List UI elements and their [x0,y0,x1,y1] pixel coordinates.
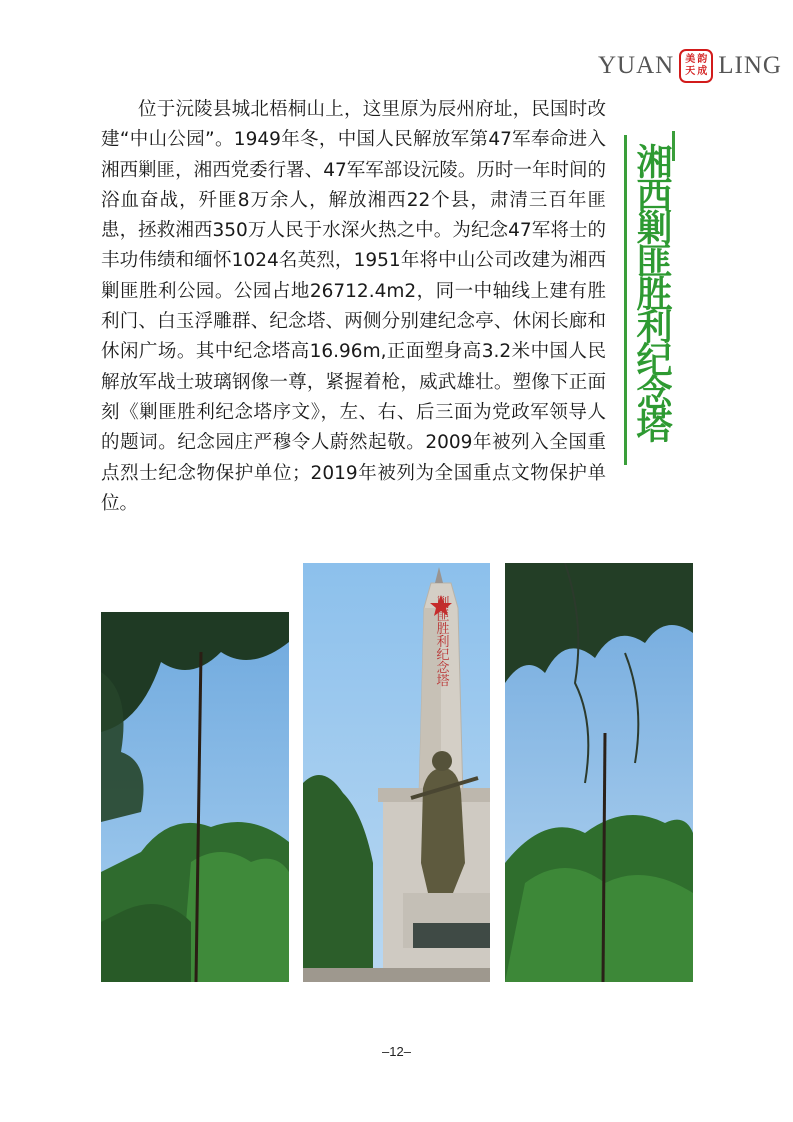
photo-trees-right [505,563,693,982]
seal-char: 天 [685,66,696,77]
seal-char: 韵 [697,54,708,65]
monument-inscription: 剿匪胜利纪念塔 [433,595,449,687]
photo-trees-left [101,612,289,982]
page-title: 湘西剿匪胜利纪念塔 [631,143,673,440]
brand-word-left: YUAN [598,52,675,79]
page-number: –12– [382,1044,411,1059]
article-body: 位于沅陵县城北梧桐山上，这里原为辰州府址，民国时改建“中山公园”。1949年冬，中国人民解放军第47军奉命进入湘西剿匪，湘西党委行署、47军军部设沅陵。历时一年时间的浴血奋战，歼匪8万余人，解放湘西22个县，肃清三百年匪患，拯救湘西350万人民于水深火热之中。为纪念47军将士的丰功伟绩和缅怀1024名英烈，1951年将中山公司改建为湘西剿匪胜利公园。公园占地26712.4m2，同一中轴线上建有胜利门、白玉浮雕群、纪念塔、两侧分别建纪念亭、休闲长廊和休闲广场。其中纪念塔高16.96m,正面塑身高3.2米中国人民解放军战士玻璃钢像一尊，紧握着枪，威武雄壮。塑像下正面刻《剿匪胜利纪念塔序文》，左、右、后三面为党政军领导人的题词。纪念园庄严穆令人蔚然起敬。2009年被列入全国重点烈士纪念物保护单位；2019年被列为全国重点文物保护单位。 [101,99,606,514]
photo-monument [303,563,490,982]
brand-logo [598,46,782,86]
seal-char: 成 [697,66,708,77]
title-block [624,135,688,465]
brand-word-right: LING [718,52,782,79]
seal-char: 美 [685,54,696,65]
seal-icon [679,49,713,83]
